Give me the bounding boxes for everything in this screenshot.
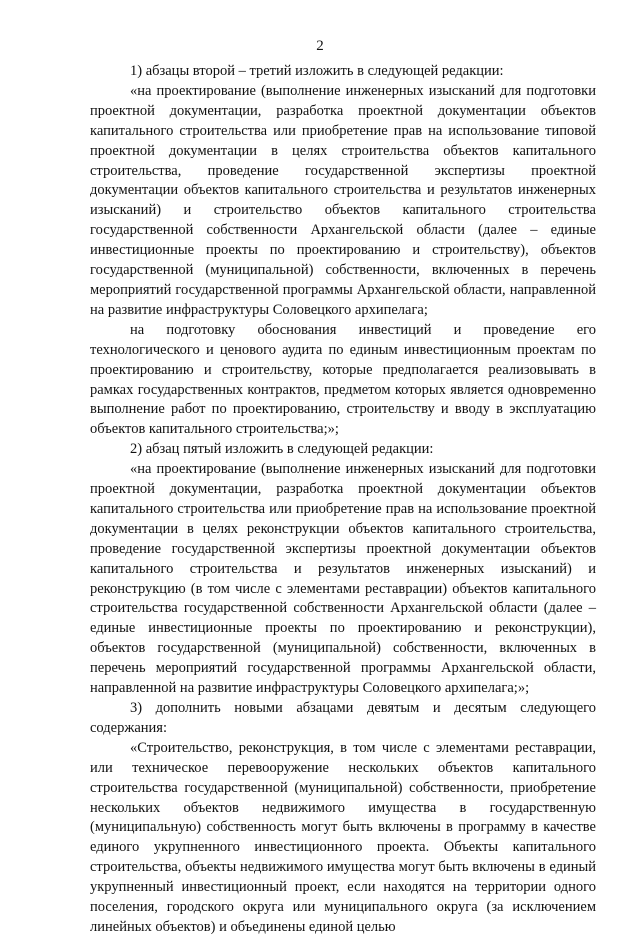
page-number: 2	[316, 38, 324, 54]
paragraph-amendment-2-text: «на проектирование (выполнение инженерных изысканий для подготовки проектной документации, разработка проектной документации объектов капитального строительства или приобретение прав на использование проектной документации в целях реконструкции объектов капитального строительства, проведение государственной экспертизы проектной документации объектов капитального строительства и результатов инженерных изысканий) и реконструкцию (в том числе с элементами реставрации) объектов капитального строительства государственной собственности Архангельской области (далее – единые инвестиционные проекты по проектированию и реконструкции), объектов государственной (муниципальной) собственности, включенных в перечень мероприятий государственной программы Архангельской области, направленной на развитие инфраструктуры Соловецкого архипелага;»;	[90, 461, 596, 697]
paragraph-amendment-1-heading: 1) абзацы второй – третий изложить в следующей редакции:	[130, 63, 504, 79]
paragraph-amendment-1-text-a: «на проектирование (выполнение инженерных изысканий для подготовки проектной документации, разработка проектной документации объектов капитального строительства или приобретение прав на использование типовой проектной документации в целях строительства объектов капитального строительства, проведение государственной экспертизы проектной документации объектов капитального строительства и результатов инженерных изысканий) и строительство объектов капитального строительства государственной собственности Архангельской области (далее – единые инвестиционные проекты по проектированию и строительству), объектов государственной (муниципальной) собственности, включенных в перечень мероприятий государственной программы Архангельской области, направленной на развитие инфраструктуры Соловецкого архипелага;	[90, 82, 596, 318]
paragraph-amendment-3-text: «Строительство, реконструкция, в том числе с элементами реставрации, или техническое перевооружение нескольких объектов капитального строительства государственной (муниципальной) собственности, приобретение нескольких объектов недвижимого имущества в государственную (муниципальную) собственность могут быть включены в программу в качестве единого укрупненного инвестиционного проекта. Объекты капитального строительства, объекты недвижимого имущества могут быть включены в единый укрупненный инвестиционный проект, если находятся на территории одного поселения, городского округа или муниципального округа (за исключением линейных объектов) и объединены единой целью	[90, 739, 596, 935]
paragraph-amendment-3-heading: 3) дополнить новыми абзацами девятым и десятым следующего содержания:	[90, 700, 596, 736]
paragraph-amendment-1-text-b: на подготовку обоснования инвестиций и проведение его технологического и ценового аудита по единым инвестиционным проектам по проектированию и строительству, которые предполагается реализовывать в рамках государственных контрактов, предметом которых является одновременно выполнение работ по проектированию, строительству и вводу в эксплуатацию объектов капитального строительства;»;	[90, 321, 596, 438]
paragraph-amendment-2-heading: 2) абзац пятый изложить в следующей редакции:	[130, 441, 434, 458]
document-body	[90, 62, 596, 938]
